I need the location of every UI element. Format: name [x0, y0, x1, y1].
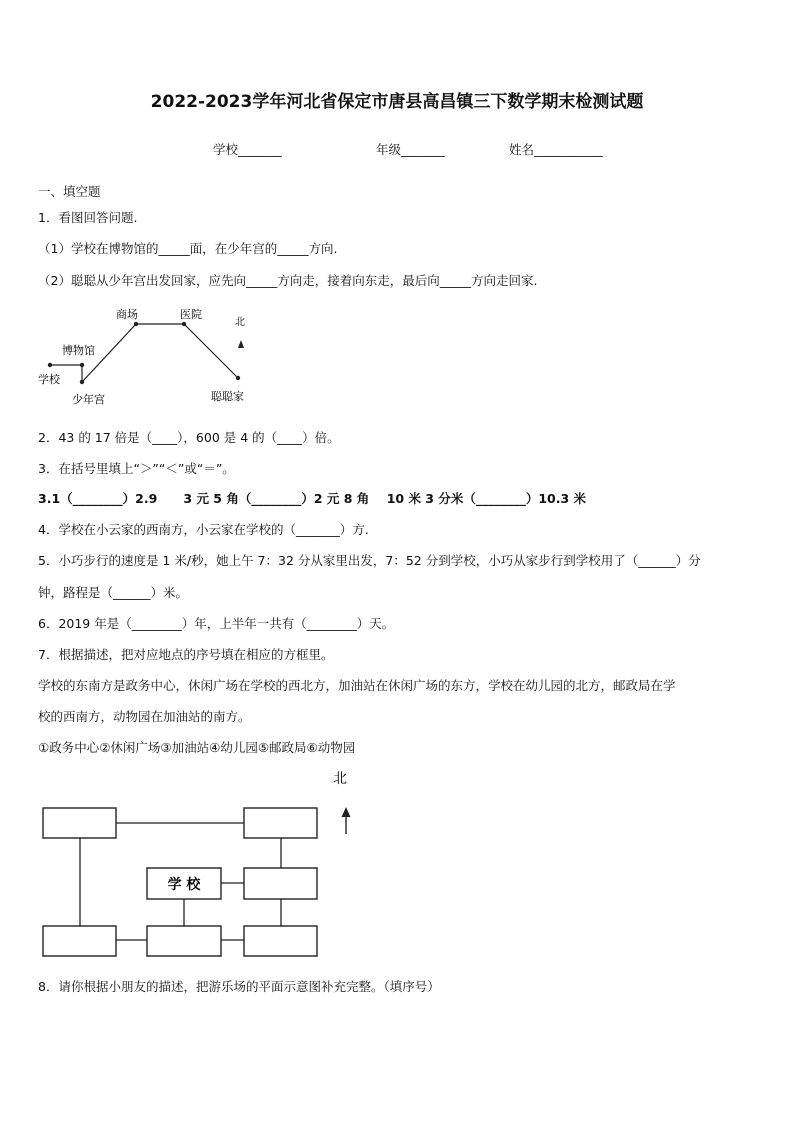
- answer-box-bottom-middle[interactable]: [147, 926, 221, 956]
- grade-field: 年级_______: [376, 142, 445, 157]
- market-label: 商场: [116, 308, 138, 321]
- question-7-options: ①政务中心②休闲广场③加油站④幼儿园⑤邮政局⑥动物园: [38, 740, 356, 755]
- youth-palace-point: [80, 380, 84, 384]
- question-1-stem: 1．看图回答问题.: [38, 210, 138, 225]
- school-point: [48, 363, 52, 367]
- route-map: [36, 302, 266, 412]
- north-arrow-icon: [238, 340, 244, 348]
- north-arrow-icon: [342, 807, 351, 817]
- question-4: 4．学校在小云家的西南方，小云家在学校的（_______）方.: [38, 522, 369, 537]
- location-diagram: [38, 762, 368, 962]
- school-field: 学校_______: [213, 142, 282, 157]
- answer-box-bottom-right[interactable]: [244, 926, 317, 956]
- question-8: 8．请你根据小朋友的描述，把游乐场的平面示意图补充完整。（填序号）: [38, 979, 440, 994]
- north-label: 北: [235, 317, 245, 328]
- name-field: 姓名___________: [509, 142, 603, 157]
- school-label: 学校: [38, 373, 60, 386]
- home-label: 聪聪家: [211, 390, 244, 403]
- answer-box-bottom-left[interactable]: [43, 926, 116, 956]
- question-5-line1: 5．小巧步行的速度是 1 米/秒，她上午 7：32 分从家里出发，7：52 分到学校，小巧从家步行到学校用了（______）分: [38, 553, 701, 568]
- answer-box-top-right[interactable]: [244, 808, 317, 838]
- home-point: [236, 376, 240, 380]
- section-heading: 一、填空题: [38, 184, 101, 199]
- answer-box-middle-right[interactable]: [244, 868, 317, 899]
- question-1-sub1: （1）学校在博物馆的_____面，在少年宫的_____方向.: [38, 241, 338, 256]
- question-3-row: 3.1（________）2.9 3 元 5 角（________）2 元 8 角 10 米 3 分米（________）10.3 米: [38, 491, 587, 506]
- page-title: 2022-2023学年河北省保定市唐县高昌镇三下数学期末检测试题: [150, 92, 644, 112]
- museum-point: [80, 363, 84, 367]
- hospital-label: 医院: [180, 308, 202, 321]
- question-3-stem: 3．在括号里填上“＞”“＜”或“＝”。: [38, 461, 235, 476]
- museum-label: 博物馆: [62, 344, 95, 357]
- market-point: [134, 322, 138, 326]
- question-6: 6．2019 年是（________）年，上半年一共有（________）天。: [38, 616, 395, 631]
- question-2: 2．43 的 17 倍是（____），600 是 4 的（____）倍。: [38, 430, 340, 445]
- youth-palace-label: 少年宫: [72, 393, 105, 406]
- answer-box-top-left[interactable]: [43, 808, 116, 838]
- question-5-line2: 钟，路程是（______）米。: [38, 585, 189, 600]
- question-1-sub2: （2）聪聪从少年宫出发回家，应先向_____方向走，接着向东走，最后向_____方向走回家.: [38, 273, 538, 288]
- question-7-desc1: 学校的东南方是政务中心，休闲广场在学校的西北方，加油站在休闲广场的东方，学校在幼儿园的北方，邮政局在学: [38, 678, 676, 693]
- north-label: 北: [333, 771, 347, 787]
- question-7-desc2: 校的西南方，动物园在加油站的南方。: [38, 709, 251, 724]
- hospital-point: [182, 322, 186, 326]
- school-box-label: 学 校: [167, 877, 201, 893]
- question-7-stem: 7．根据描述，把对应地点的序号填在相应的方框里。: [38, 647, 334, 662]
